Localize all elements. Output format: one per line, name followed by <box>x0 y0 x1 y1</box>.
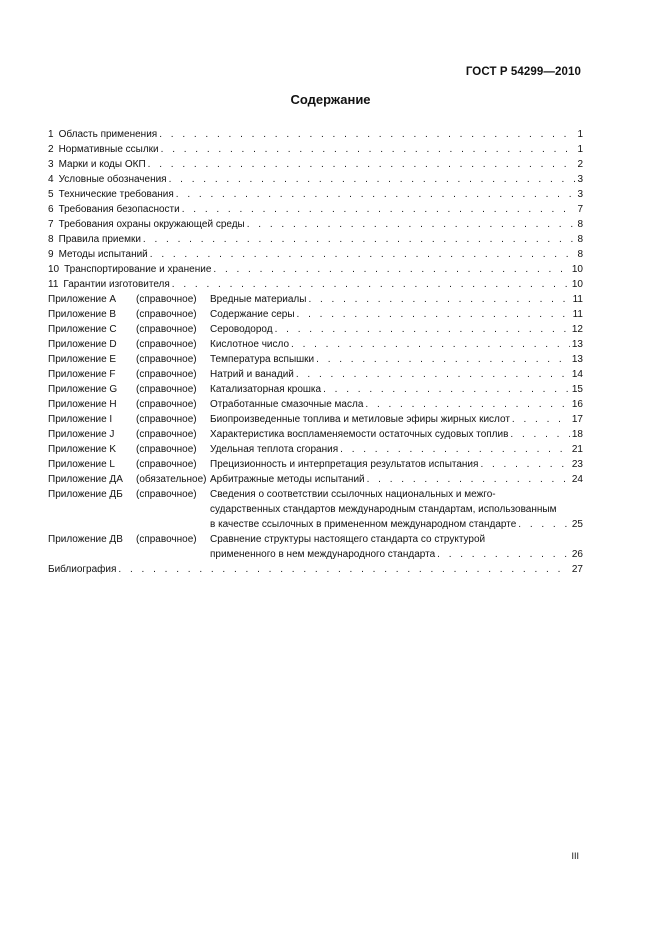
page-number: 18 <box>571 429 583 440</box>
toc-appendix-e[interactable]: Приложение E (справочное) Температура вспышки . . . 13 <box>48 352 583 367</box>
toc-entry-1[interactable]: 1 Область применения . . . 1 <box>48 127 583 142</box>
page-number: 11 <box>572 309 583 320</box>
dot-leader <box>172 277 570 292</box>
page-number: 3 <box>577 189 583 200</box>
toc-appendix-l[interactable]: Приложение L (справочное) Прецизионность и интерпретация результатов испытания . . . 23 <box>48 457 583 472</box>
toc-appendix-b[interactable]: Приложение B (справочное) Содержание серы . . . 11 <box>48 307 583 322</box>
toc-entry-3[interactable]: 3 Марки и коды ОКП . . . 2 <box>48 157 583 172</box>
page-number: 23 <box>571 459 583 470</box>
toc-appendix-da[interactable]: Приложение ДА (обязательное) Арбитражные методы испытаний . . . 24 <box>48 472 583 487</box>
page-number: 1 <box>577 144 583 155</box>
toc-appendix-dv[interactable]: Приложение ДВ (справочное) Сравнение структуры настоящего стандарта со структурой примененного в нем международного стандарта . . . 26 <box>48 532 583 562</box>
dot-leader <box>480 457 569 472</box>
dot-leader <box>291 337 570 352</box>
standard-designation: ГОСТ Р 54299—2010 <box>465 66 581 78</box>
toc-entry-9[interactable]: 9 Методы испытаний . . . 8 <box>48 247 583 262</box>
toc-appendix-g[interactable]: Приложение G (справочное) Катализаторная крошка . . . 15 <box>48 382 583 397</box>
toc-entry-2[interactable]: 2 Нормативные ссылки . . . 1 <box>48 142 583 157</box>
page-number: 21 <box>571 444 583 455</box>
page-number: 14 <box>571 369 583 380</box>
toc-appendix-i[interactable]: Приложение I (справочное) Биопроизведенные топлива и метиловые эфиры жирных кислот . . . 17 <box>48 412 583 427</box>
page-number: 2 <box>577 159 583 170</box>
page-number: 1 <box>577 129 583 140</box>
page-number: 27 <box>571 564 583 575</box>
dot-leader <box>296 367 570 382</box>
dot-leader <box>297 307 571 322</box>
page-number: 7 <box>577 204 583 215</box>
dot-leader <box>510 427 569 442</box>
toc-entry-4[interactable]: 4 Условные обозначения . . . 3 <box>48 172 583 187</box>
toc-entry-10[interactable]: 10 Транспортирование и хранение . . . 10 <box>48 262 583 277</box>
page-number: 3 <box>577 174 583 185</box>
dot-leader <box>323 382 570 397</box>
toc-appendix-f[interactable]: Приложение F (справочное) Натрий и ванадий . . . 14 <box>48 367 583 382</box>
dot-leader <box>437 547 570 562</box>
page-number: 15 <box>571 384 583 395</box>
page-number: 8 <box>577 219 583 230</box>
toc-appendix-d[interactable]: Приложение D (справочное) Кислотное число . . . 13 <box>48 337 583 352</box>
dot-leader <box>176 187 576 202</box>
page-number: 26 <box>571 549 583 560</box>
toc-title: Содержание <box>290 92 371 107</box>
dot-leader <box>512 412 570 427</box>
toc-appendix-j[interactable]: Приложение J (справочное) Характеристика воспламеняемости остаточных судовых топлив . . . 18 <box>48 427 583 442</box>
toc-entry-11[interactable]: 11 Гарантии изготовителя . . . 10 <box>48 277 583 292</box>
page-number-footer: III <box>571 851 579 861</box>
dot-leader <box>308 292 570 307</box>
dot-leader <box>213 262 569 277</box>
page-number: 16 <box>571 399 583 410</box>
dot-leader <box>365 397 569 412</box>
page-number: 13 <box>571 354 583 365</box>
page-number: 10 <box>571 264 583 275</box>
dot-leader <box>316 352 570 367</box>
dot-leader <box>182 202 576 217</box>
dot-leader <box>118 562 569 577</box>
table-of-contents <box>48 127 583 577</box>
page-number: 24 <box>571 474 583 485</box>
page-number: 8 <box>577 249 583 260</box>
dot-leader <box>159 127 575 142</box>
page-number: 11 <box>572 294 583 305</box>
dot-leader <box>143 232 576 247</box>
toc-appendix-db[interactable]: Приложение ДБ (справочное) Сведения о соответствии ссылочных национальных и межго- сударственных стандартов международным стандартам, использованным в качестве ссылочных в примененном международном стандарте . . . 25 <box>48 487 583 532</box>
page-number: 8 <box>577 234 583 245</box>
dot-leader <box>275 322 570 337</box>
dot-leader <box>518 517 570 532</box>
toc-appendix-a[interactable]: Приложение A (справочное) Вредные материалы . . . 11 <box>48 292 583 307</box>
dot-leader <box>161 142 576 157</box>
toc-appendix-c[interactable]: Приложение C (справочное) Сероводород . . . 12 <box>48 322 583 337</box>
toc-entry-7[interactable]: 7 Требования охраны окружающей среды . . . 8 <box>48 217 583 232</box>
toc-appendix-k[interactable]: Приложение K (справочное) Удельная теплота сгорания . . . 21 <box>48 442 583 457</box>
toc-appendix-h[interactable]: Приложение H (справочное) Отработанные смазочные масла . . . 16 <box>48 397 583 412</box>
dot-leader <box>148 157 576 172</box>
toc-entry-5[interactable]: 5 Технические требования . . . 3 <box>48 187 583 202</box>
toc-entry-6[interactable]: 6 Требования безопасности . . . 7 <box>48 202 583 217</box>
page-number: 12 <box>571 324 583 335</box>
page-number: 25 <box>571 519 583 530</box>
toc-bibliography[interactable]: Библиография . . . 27 <box>48 562 583 577</box>
dot-leader <box>340 442 570 457</box>
toc-entry-8[interactable]: 8 Правила приемки . . . 8 <box>48 232 583 247</box>
dot-leader <box>367 472 570 487</box>
page-number: 13 <box>571 339 583 350</box>
page-number: 10 <box>571 279 583 290</box>
page-number: 17 <box>571 414 583 425</box>
dot-leader <box>150 247 576 262</box>
dot-leader <box>169 172 576 187</box>
dot-leader <box>247 217 576 232</box>
